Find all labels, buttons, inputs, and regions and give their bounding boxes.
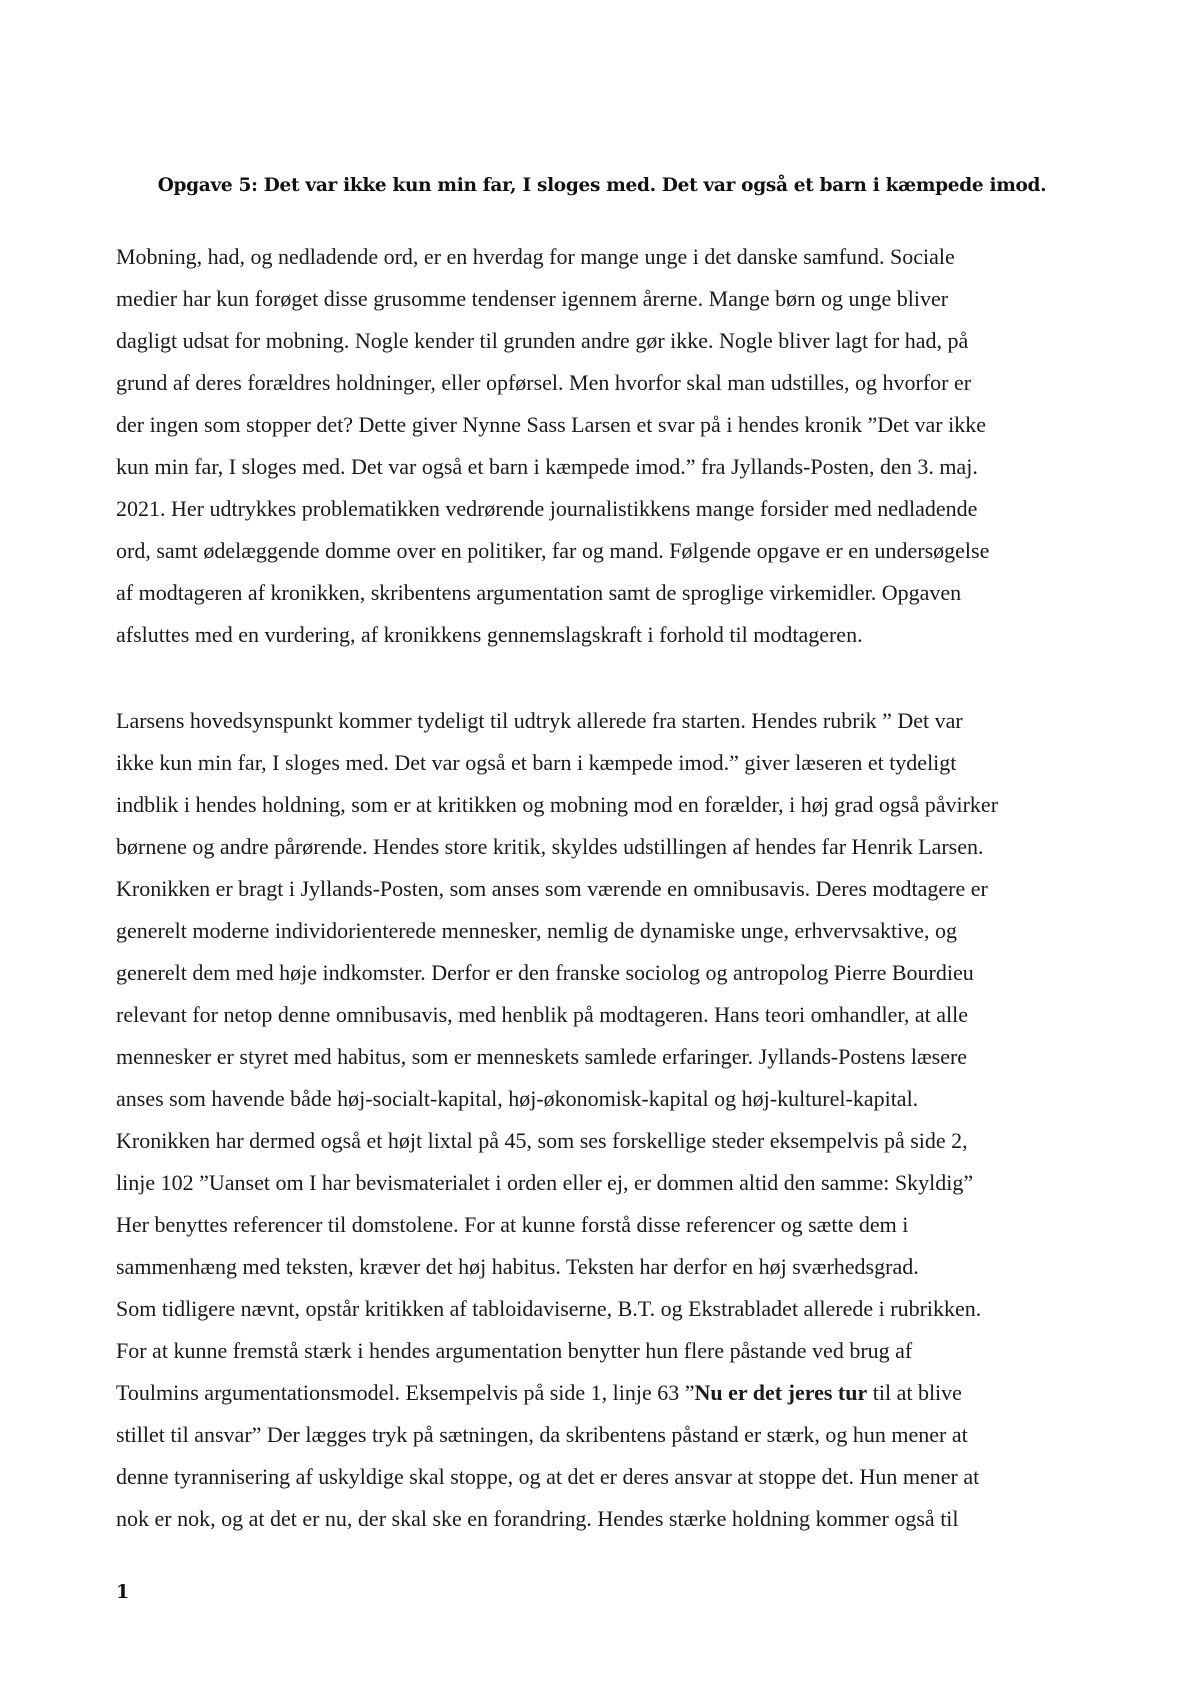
text-segment: Toulmins argumentationsmodel. Eksempelvis på side 1, linje 63 ” <box>116 1380 695 1405</box>
text-line: grund af deres forældres holdninger, eller opførsel. Men hvorfor skal man udstilles, og hvorfor er <box>116 370 972 395</box>
text-line: 2021. Her udtrykkes problematikken vedrørende journalistikkens mange forsider med nedladende <box>116 496 978 521</box>
paragraph-introduction <box>116 236 1096 656</box>
text-line: anses som havende både høj-socialt-kapital, høj-økonomisk-kapital og høj-kulturel-kapital. <box>116 1086 919 1111</box>
text-line: indblik i hendes holdning, som er at kritikken og mobning mod en forælder, i høj grad også påvirker <box>116 792 999 817</box>
text-line: generelt dem med høje indkomster. Derfor er den franske sociolog og antropolog Pierre Bourdieu <box>116 960 974 985</box>
text-line: nok er nok, og at det er nu, der skal ske en forandring. Hendes stærke holdning kommer også til <box>116 1506 959 1531</box>
page-number: 1 <box>116 1581 130 1603</box>
text-line: Kronikken er bragt i Jyllands-Posten, som anses som værende en omnibusavis. Deres modtagere er <box>116 876 988 901</box>
text-line: der ingen som stopper det? Dette giver Nynne Sass Larsen et svar på i hendes kronik ”Det var ikke <box>116 412 986 437</box>
text-line: Kronikken har dermed også et højt lixtal på 45, som ses forskellige steder eksempelvis på side 2, <box>116 1128 968 1153</box>
text-line: dagligt udsat for mobning. Nogle kender til grunden andre gør ikke. Nogle bliver lagt for had, på <box>116 328 969 353</box>
text-line: denne tyrannisering af uskyldige skal stoppe, og at det er deres ansvar at stoppe det. Hun mener at <box>116 1464 980 1489</box>
text-line: ord, samt ødelæggende domme over en politiker, far og mand. Følgende opgave er en undersøgelse <box>116 538 990 563</box>
text-line: Mobning, had, og nedladende ord, er en hverdag for mange unge i det danske samfund. Sociale <box>116 244 955 269</box>
text-line: generelt moderne individorienterede mennesker, nemlig de dynamiske unge, erhvervsaktive, og <box>116 918 957 943</box>
text-line: stillet til ansvar” Der lægges tryk på sætningen, da skribentens påstand er stærk, og hun mener at <box>116 1422 968 1447</box>
text-line: relevant for netop denne omnibusavis, med henblik på modtageren. Hans teori omhandler, at alle <box>116 1002 968 1027</box>
text-line: For at kunne fremstå stærk i hendes argumentation benytter hun flere påstande ved brug af <box>116 1338 913 1363</box>
document-title: Opgave 5: Det var ikke kun min far, I sloges med. Det var også et barn i kæmpede imod. <box>157 175 1047 196</box>
text-line: børnene og andre pårørende. Hendes store kritik, skyldes udstillingen af hendes far Henrik Larsen. <box>116 834 984 859</box>
paragraph-analysis <box>116 700 1096 1540</box>
text-line: linje 102 ”Uanset om I har bevismaterialet i orden eller ej, er dommen altid den samme: Skyldig” <box>116 1170 974 1195</box>
text-line: Her benyttes referencer til domstolene. For at kunne forstå disse referencer og sætte dem i <box>116 1212 909 1237</box>
text-line: mennesker er styret med habitus, som er menneskets samlede erfaringer. Jyllands-Postens læsere <box>116 1044 968 1069</box>
text-line: afsluttes med en vurdering, af kronikkens gennemslagskraft i forhold til modtageren. <box>116 622 863 647</box>
text-line-with-emphasis <box>116 1372 1096 1414</box>
bold-quote: Nu er det jeres tur <box>694 1380 868 1405</box>
text-line: medier har kun forøget disse grusomme tendenser igennem årerne. Mange børn og unge bliver <box>116 286 949 311</box>
text-line: Larsens hovedsynspunkt kommer tydeligt til udtryk allerede fra starten. Hendes rubrik ” Det var <box>116 708 963 733</box>
text-segment: til at blive <box>867 1380 962 1405</box>
text-line: af modtageren af kronikken, skribentens argumentation samt de sproglige virkemidler. Opgaven <box>116 580 962 605</box>
text-line: ikke kun min far, I sloges med. Det var også et barn i kæmpede imod.” giver læseren et tydeligt <box>116 750 957 775</box>
text-line: Som tidligere nævnt, opstår kritikken af tabloidaviserne, B.T. og Ekstrabladet allerede i rubrikken. <box>116 1296 982 1321</box>
text-line: kun min far, I sloges med. Det var også et barn i kæmpede imod.” fra Jyllands-Posten, den 3. maj. <box>116 454 978 479</box>
text-line: sammenhæng med teksten, kræver det høj habitus. Teksten har derfor en høj sværhedsgrad. <box>116 1254 919 1279</box>
